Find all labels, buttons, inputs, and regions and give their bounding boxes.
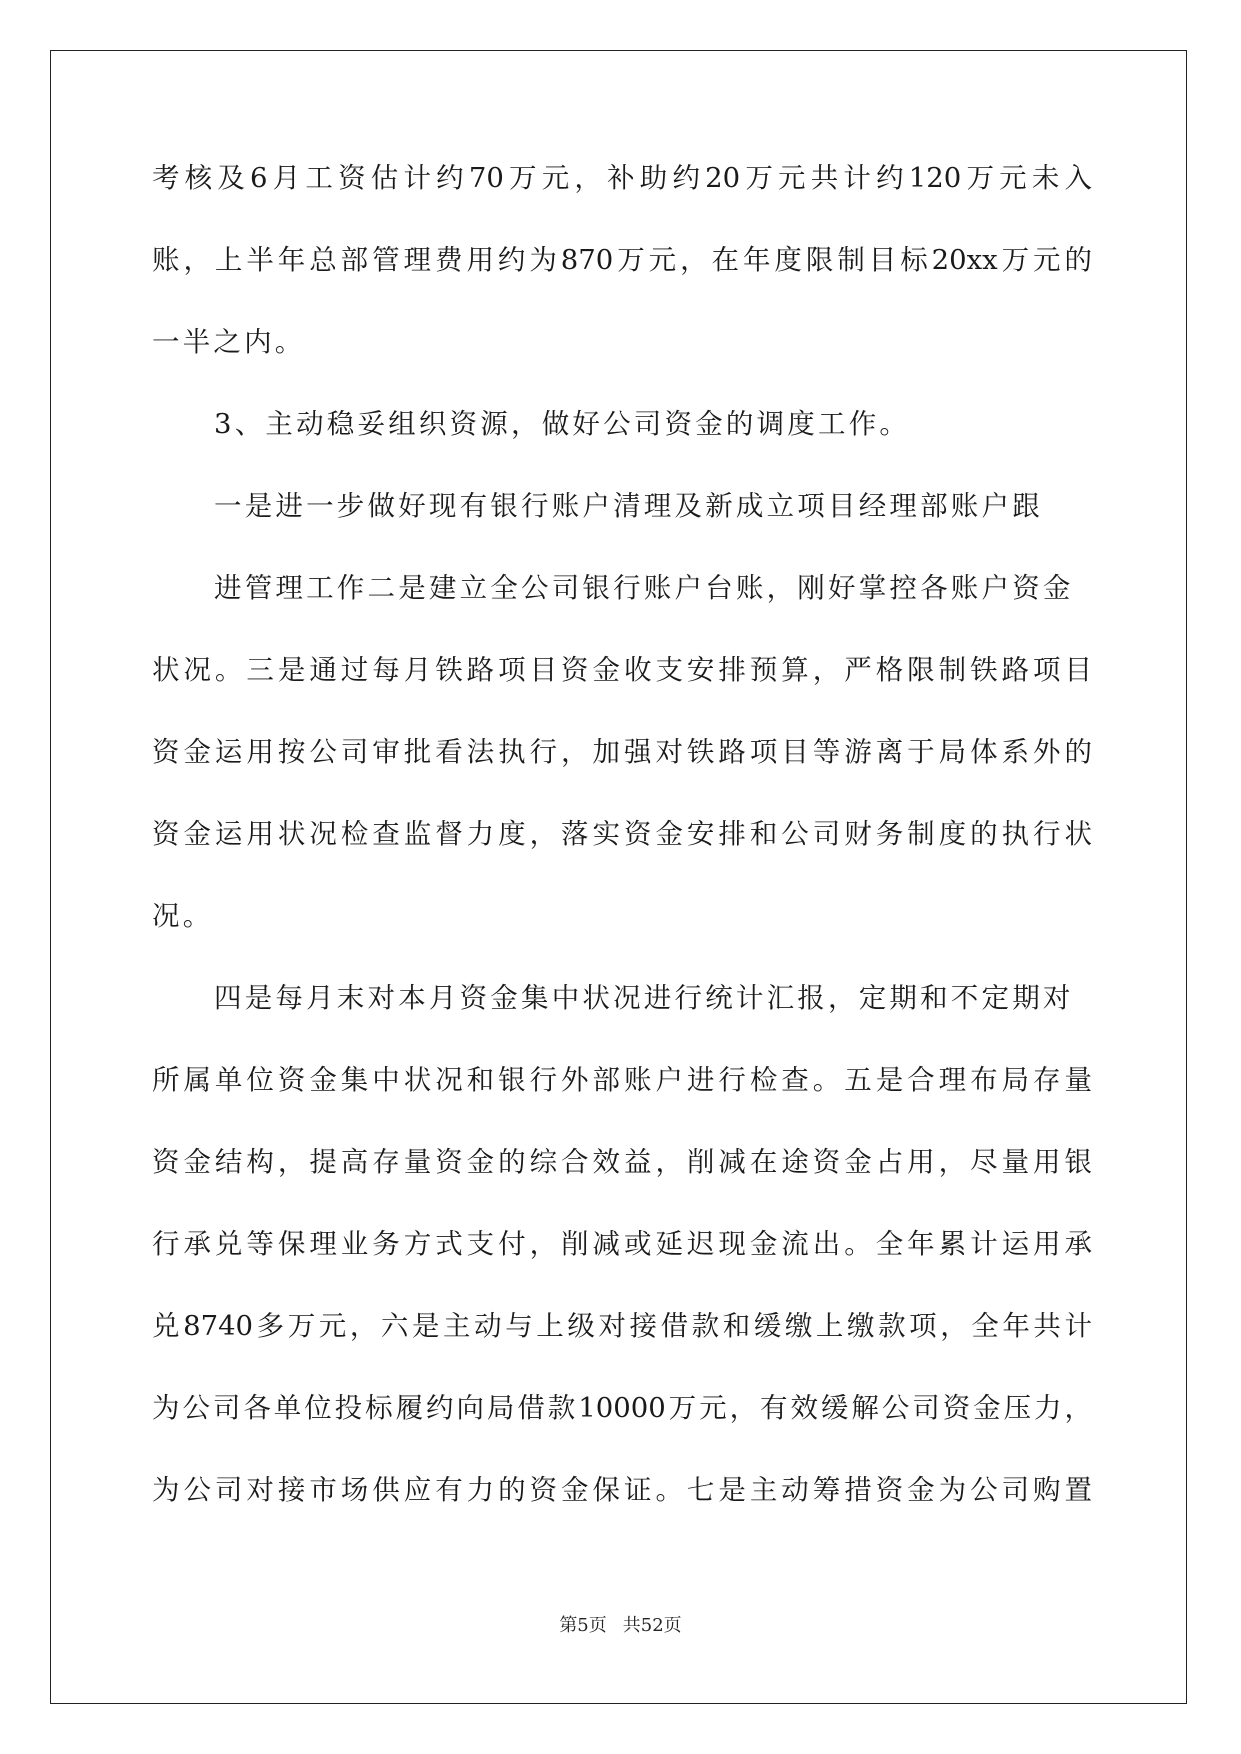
- text-line: 3、主动稳妥组织资源，做好公司资金的调度工作。: [214, 408, 911, 440]
- text-line: 行承兑等保理业务方式支付，削减或延迟现金流出。全年累计运用承: [152, 1228, 1092, 1260]
- page-footer: [0, 1611, 1241, 1637]
- text-line: 况。: [152, 900, 214, 932]
- text-line: 状况。三是通过每月铁路项目资金收支安排预算，严格限制铁路项目: [152, 654, 1092, 686]
- document-body: [152, 158, 1092, 1552]
- text-line: 四是每月末对本月资金集中状况进行统计汇报，定期和不定期对: [214, 982, 1074, 1014]
- page-total: 共52页: [622, 1615, 682, 1636]
- text-line: 资金结构，提高存量资金的综合效益，削减在途资金占用，尽量用银: [152, 1146, 1092, 1178]
- text-line: 账，上半年总部管理费用约为870万元，在年度限制目标20xx万元的: [152, 244, 1092, 276]
- text-line: 考核及6月工资估计约70万元，补助约20万元共计约120万元未入: [152, 162, 1092, 194]
- text-line: 资金运用状况检查监督力度，落实资金安排和公司财务制度的执行状: [152, 818, 1092, 850]
- text-line: 资金运用按公司审批看法执行，加强对铁路项目等游离于局体系外的: [152, 736, 1092, 768]
- text-line: 所属单位资金集中状况和银行外部账户进行检查。五是合理布局存量: [152, 1064, 1092, 1096]
- text-line: 进管理工作二是建立全公司银行账户台账，刚好掌控各账户资金: [214, 572, 1074, 604]
- page-number: 第5页: [559, 1615, 607, 1636]
- text-line: 为公司对接市场供应有力的资金保证。七是主动筹措资金为公司购置: [152, 1474, 1092, 1506]
- text-line: 一半之内。: [152, 326, 306, 358]
- text-line: 为公司各单位投标履约向局借款10000万元，有效缓解公司资金压力，: [152, 1392, 1092, 1424]
- text-line: 兑8740多万元，六是主动与上级对接借款和缓缴上缴款项，全年共计: [152, 1310, 1092, 1342]
- text-line: 一是进一步做好现有银行账户清理及新成立项目经理部账户跟: [214, 490, 1043, 522]
